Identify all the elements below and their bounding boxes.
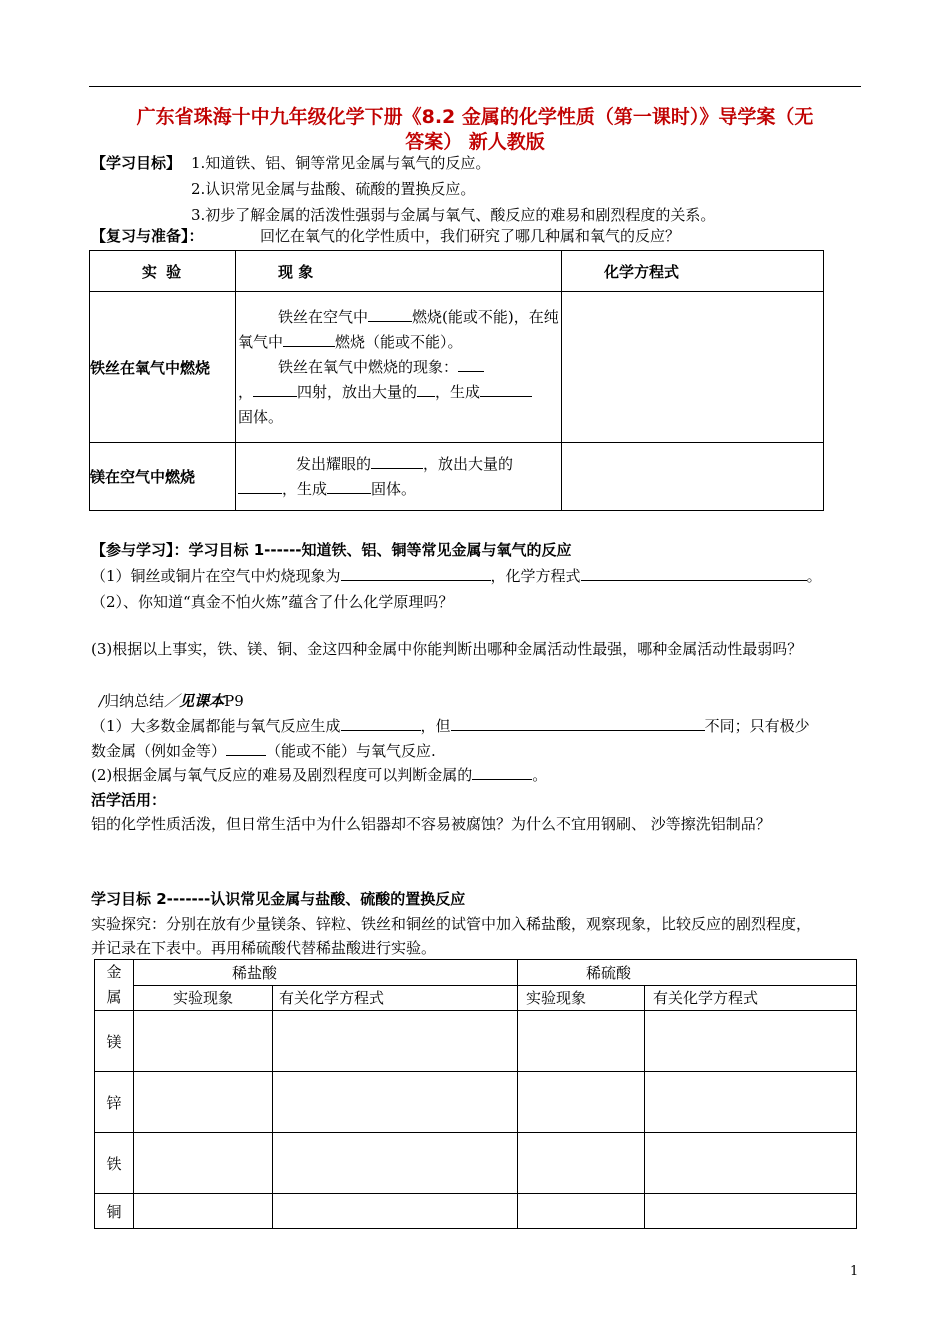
h2so4-phenomenon-header: 实验现象 [518, 985, 645, 1011]
row-magnesium-name: 镁在空气中燃烧 [90, 443, 236, 511]
cell [645, 1133, 857, 1194]
apply-label: 活学活用： [91, 791, 167, 809]
metal-header: 金 属 [95, 960, 134, 1011]
participate-heading: 【参与学习】：学习目标 1------知道铁、铝、铜等常见金属与氧气的反应 [91, 541, 572, 559]
header-experiment: 实 验 [90, 251, 236, 292]
objectives-label: 【学习目标】 [91, 154, 182, 172]
question-1: （1）铜丝或铜片在空气中灼烧现象为 ，化学方程式 。 [91, 567, 822, 585]
cell [134, 1133, 273, 1194]
cell [134, 1194, 273, 1229]
hcl-phenomenon-header: 实验现象 [134, 985, 273, 1011]
cell [134, 1011, 273, 1072]
cell [273, 1072, 518, 1133]
acid-h2so4-header: 稀硫酸 [518, 960, 857, 986]
title-line-1: 广东省珠海十中九年级化学下册《8.2 金属的化学性质（第一课时）》导学案（无 [136, 106, 814, 128]
cell [134, 1072, 273, 1133]
objective2-line2: 并记录在下表中。再用稀硫酸代替稀盐酸进行实验。 [91, 939, 437, 957]
top-rule [89, 86, 861, 87]
review-text: 回忆在氧气的化学性质中，我们研究了哪几种属和氧气的反应？ [260, 227, 681, 245]
row-magnesium-phenomenon: 发出耀眼的 ，放出大量的 ，生成 固体。 [236, 443, 562, 511]
cell [518, 1133, 645, 1194]
cell [273, 1194, 518, 1229]
h2so4-equation-header: 有关化学方程式 [645, 985, 857, 1011]
row-iron-phenomenon: 铁丝在空气中 燃烧(能或不能)，在纯氧气中 燃烧（能或不能）。 铁丝在氧气中燃烧的现象： ， 四射，放出大量的 ，生成 固体。 [236, 292, 562, 443]
objective2-line1: 实验探究：分别在放有少量镁条、锌粒、铁丝和铜丝的试管中加入稀盐酸，观察现象，比较反应的剧烈程度， [91, 915, 812, 933]
cell [645, 1072, 857, 1133]
objective2-heading: 学习目标 2-------认识常见金属与盐酸、硫酸的置换反应 [91, 890, 466, 908]
objective-item: 1.知道铁、铝、铜等常见金属与氧气的反应。 [191, 154, 491, 172]
objective-item: 2.认识常见金属与盐酸、硫酸的置换反应。 [191, 180, 476, 198]
review-label: 【复习与准备】： [91, 227, 204, 245]
objective-item: 3.初步了解金属的活泼性强弱与金属与氧气、酸反应的难易和剧烈程度的关系。 [191, 206, 716, 224]
metal-copper: 铜 [95, 1194, 134, 1229]
page-number: 1 [850, 1264, 859, 1279]
review-table [89, 250, 824, 511]
cell [645, 1194, 857, 1229]
cell [518, 1011, 645, 1072]
row-magnesium-equation [562, 443, 824, 511]
cell [518, 1194, 645, 1229]
question-2: （2）、你知道“真金不怕火炼”蕴含了什么化学原理吗？ [91, 593, 454, 611]
header-phenomenon: 现 象 [236, 251, 562, 292]
hcl-equation-header: 有关化学方程式 [273, 985, 518, 1011]
summary-1: （1）大多数金属都能与氧气反应生成 ，但 不同；只有极少 [91, 717, 810, 735]
row-iron-name: 铁丝在氧气中燃烧 [90, 292, 236, 443]
apply-text: 铝的化学性质活泼，但日常生活中为什么铝器却不容易被腐蚀？为什么不宜用钢刷、 沙等擦洗铝制品？ [91, 815, 771, 833]
row-iron-equation [562, 292, 824, 443]
summary-label: /归纳总结／见课本P9 [99, 692, 244, 710]
summary-1-cont: 数金属（例如金等） （能或不能）与氧气反应. [91, 742, 436, 760]
question-3: (3)根据以上事实，铁、镁、铜、金这四种金属中你能判断出哪种金属活动性最强，哪种金属活动性最弱吗？ [91, 640, 803, 658]
acid-table [94, 959, 857, 1229]
cell [273, 1133, 518, 1194]
summary-2: (2)根据金属与氧气反应的难易及剧烈程度可以判断金属的 。 [91, 766, 548, 784]
cell [645, 1011, 857, 1072]
cell [518, 1072, 645, 1133]
metal-iron: 铁 [95, 1133, 134, 1194]
metal-zinc: 锌 [95, 1072, 134, 1133]
header-equation: 化学方程式 [562, 251, 824, 292]
title-line-2: 答案） 新人教版 [405, 131, 545, 153]
cell [273, 1011, 518, 1072]
metal-magnesium: 镁 [95, 1011, 134, 1072]
acid-hcl-header: 稀盐酸 [134, 960, 518, 986]
